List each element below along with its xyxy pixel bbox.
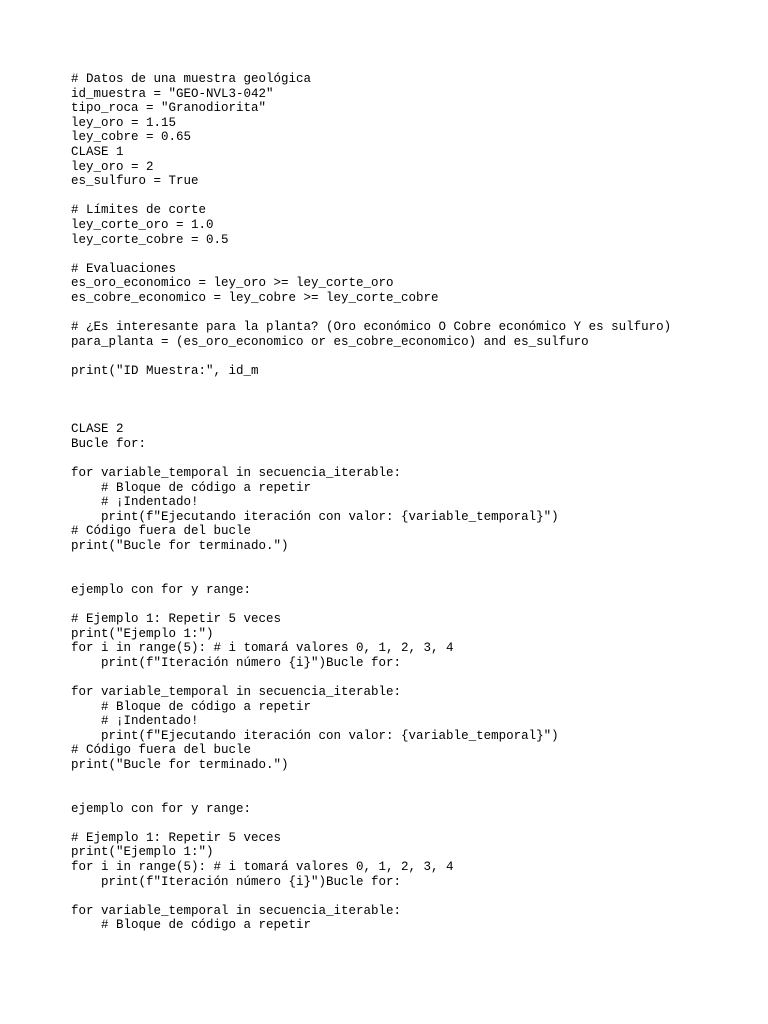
code-line: print("Bucle for terminado.") [71, 757, 289, 772]
code-line [71, 554, 761, 569]
code-line: print(f"Iteración número {i}")Bucle for: [71, 874, 402, 889]
code-line: ley_corte_cobre = 0.5 [71, 232, 229, 247]
code-line: tipo_roca = "Granodiorita" [71, 101, 267, 116]
code-line [71, 349, 761, 364]
code-line [71, 189, 761, 204]
document-page [71, 72, 761, 933]
code-line [71, 670, 761, 685]
code-line: for i in range(5): # i tomará valores 0, 1, 2, 3, 4 [71, 641, 454, 656]
code-line: # Bloque de código a repetir [71, 918, 312, 933]
code-line [71, 378, 761, 393]
code-line: ley_oro = 1.15 [71, 115, 177, 130]
code-line: # Evaluaciones [71, 261, 177, 276]
code-line: CLASE 2 [71, 422, 124, 437]
code-line: id_muestra = "GEO-NVL3-042" [71, 86, 274, 101]
code-line: print("ID Muestra:", id_m [71, 363, 259, 378]
code-line: # ¡Indentado! [71, 714, 199, 729]
code-line: # Código fuera del bucle [71, 524, 252, 539]
code-line: # Ejemplo 1: Repetir 5 veces [71, 611, 282, 626]
code-line: ley_cobre = 0.65 [71, 130, 192, 145]
code-line: print("Ejemplo 1:") [71, 626, 214, 641]
code-line [71, 568, 761, 583]
code-line: print(f"Ejecutando iteración con valor: {variable_temporal}") [71, 728, 559, 743]
code-line: es_cobre_economico = ley_cobre >= ley_corte_cobre [71, 290, 439, 305]
code-line: Bucle for: [71, 436, 147, 451]
code-line: # Código fuera del bucle [71, 743, 252, 758]
code-line [71, 451, 761, 466]
code-line: ejemplo con for y range: [71, 582, 252, 597]
code-line: # Límites de corte [71, 203, 207, 218]
code-line [71, 247, 761, 262]
code-line: ejemplo con for y range: [71, 801, 252, 816]
code-line: CLASE 1 [71, 144, 124, 159]
code-line: # Bloque de código a repetir [71, 480, 312, 495]
code-line [71, 773, 761, 788]
code-line: para_planta = (es_oro_economico or es_cobre_economico) and es_sulfuro [71, 334, 589, 349]
code-line: print(f"Iteración número {i}")Bucle for: [71, 655, 402, 670]
code-line: print("Ejemplo 1:") [71, 845, 214, 860]
code-line: for i in range(5): # i tomará valores 0, 1, 2, 3, 4 [71, 860, 454, 875]
code-line: es_oro_economico = ley_oro >= ley_corte_oro [71, 276, 394, 291]
code-line: # ¡Indentado! [71, 495, 199, 510]
code-line [71, 787, 761, 802]
code-line: print(f"Ejecutando iteración con valor: {variable_temporal}") [71, 509, 559, 524]
code-line [71, 816, 761, 831]
code-line: es_sulfuro = True [71, 174, 199, 189]
code-line: # Bloque de código a repetir [71, 699, 312, 714]
code-line: ley_corte_oro = 1.0 [71, 217, 214, 232]
code-line: # Datos de una muestra geológica [71, 72, 312, 86]
code-line: # Ejemplo 1: Repetir 5 veces [71, 830, 282, 845]
code-line: # ¿Es interesante para la planta? (Oro económico O Cobre económico Y es sulfuro) [71, 320, 672, 335]
code-line [71, 597, 761, 612]
code-line [71, 889, 761, 904]
code-line [71, 393, 761, 408]
code-line: print("Bucle for terminado.") [71, 539, 289, 553]
code-line: for variable_temporal in secuencia_iterable: [71, 466, 402, 481]
code-line: for variable_temporal in secuencia_iterable: [71, 903, 402, 918]
code-line: for variable_temporal in secuencia_iterable: [71, 684, 402, 699]
code-line [71, 408, 761, 423]
code-line: ley_oro = 2 [71, 159, 154, 174]
code-line [71, 306, 761, 321]
